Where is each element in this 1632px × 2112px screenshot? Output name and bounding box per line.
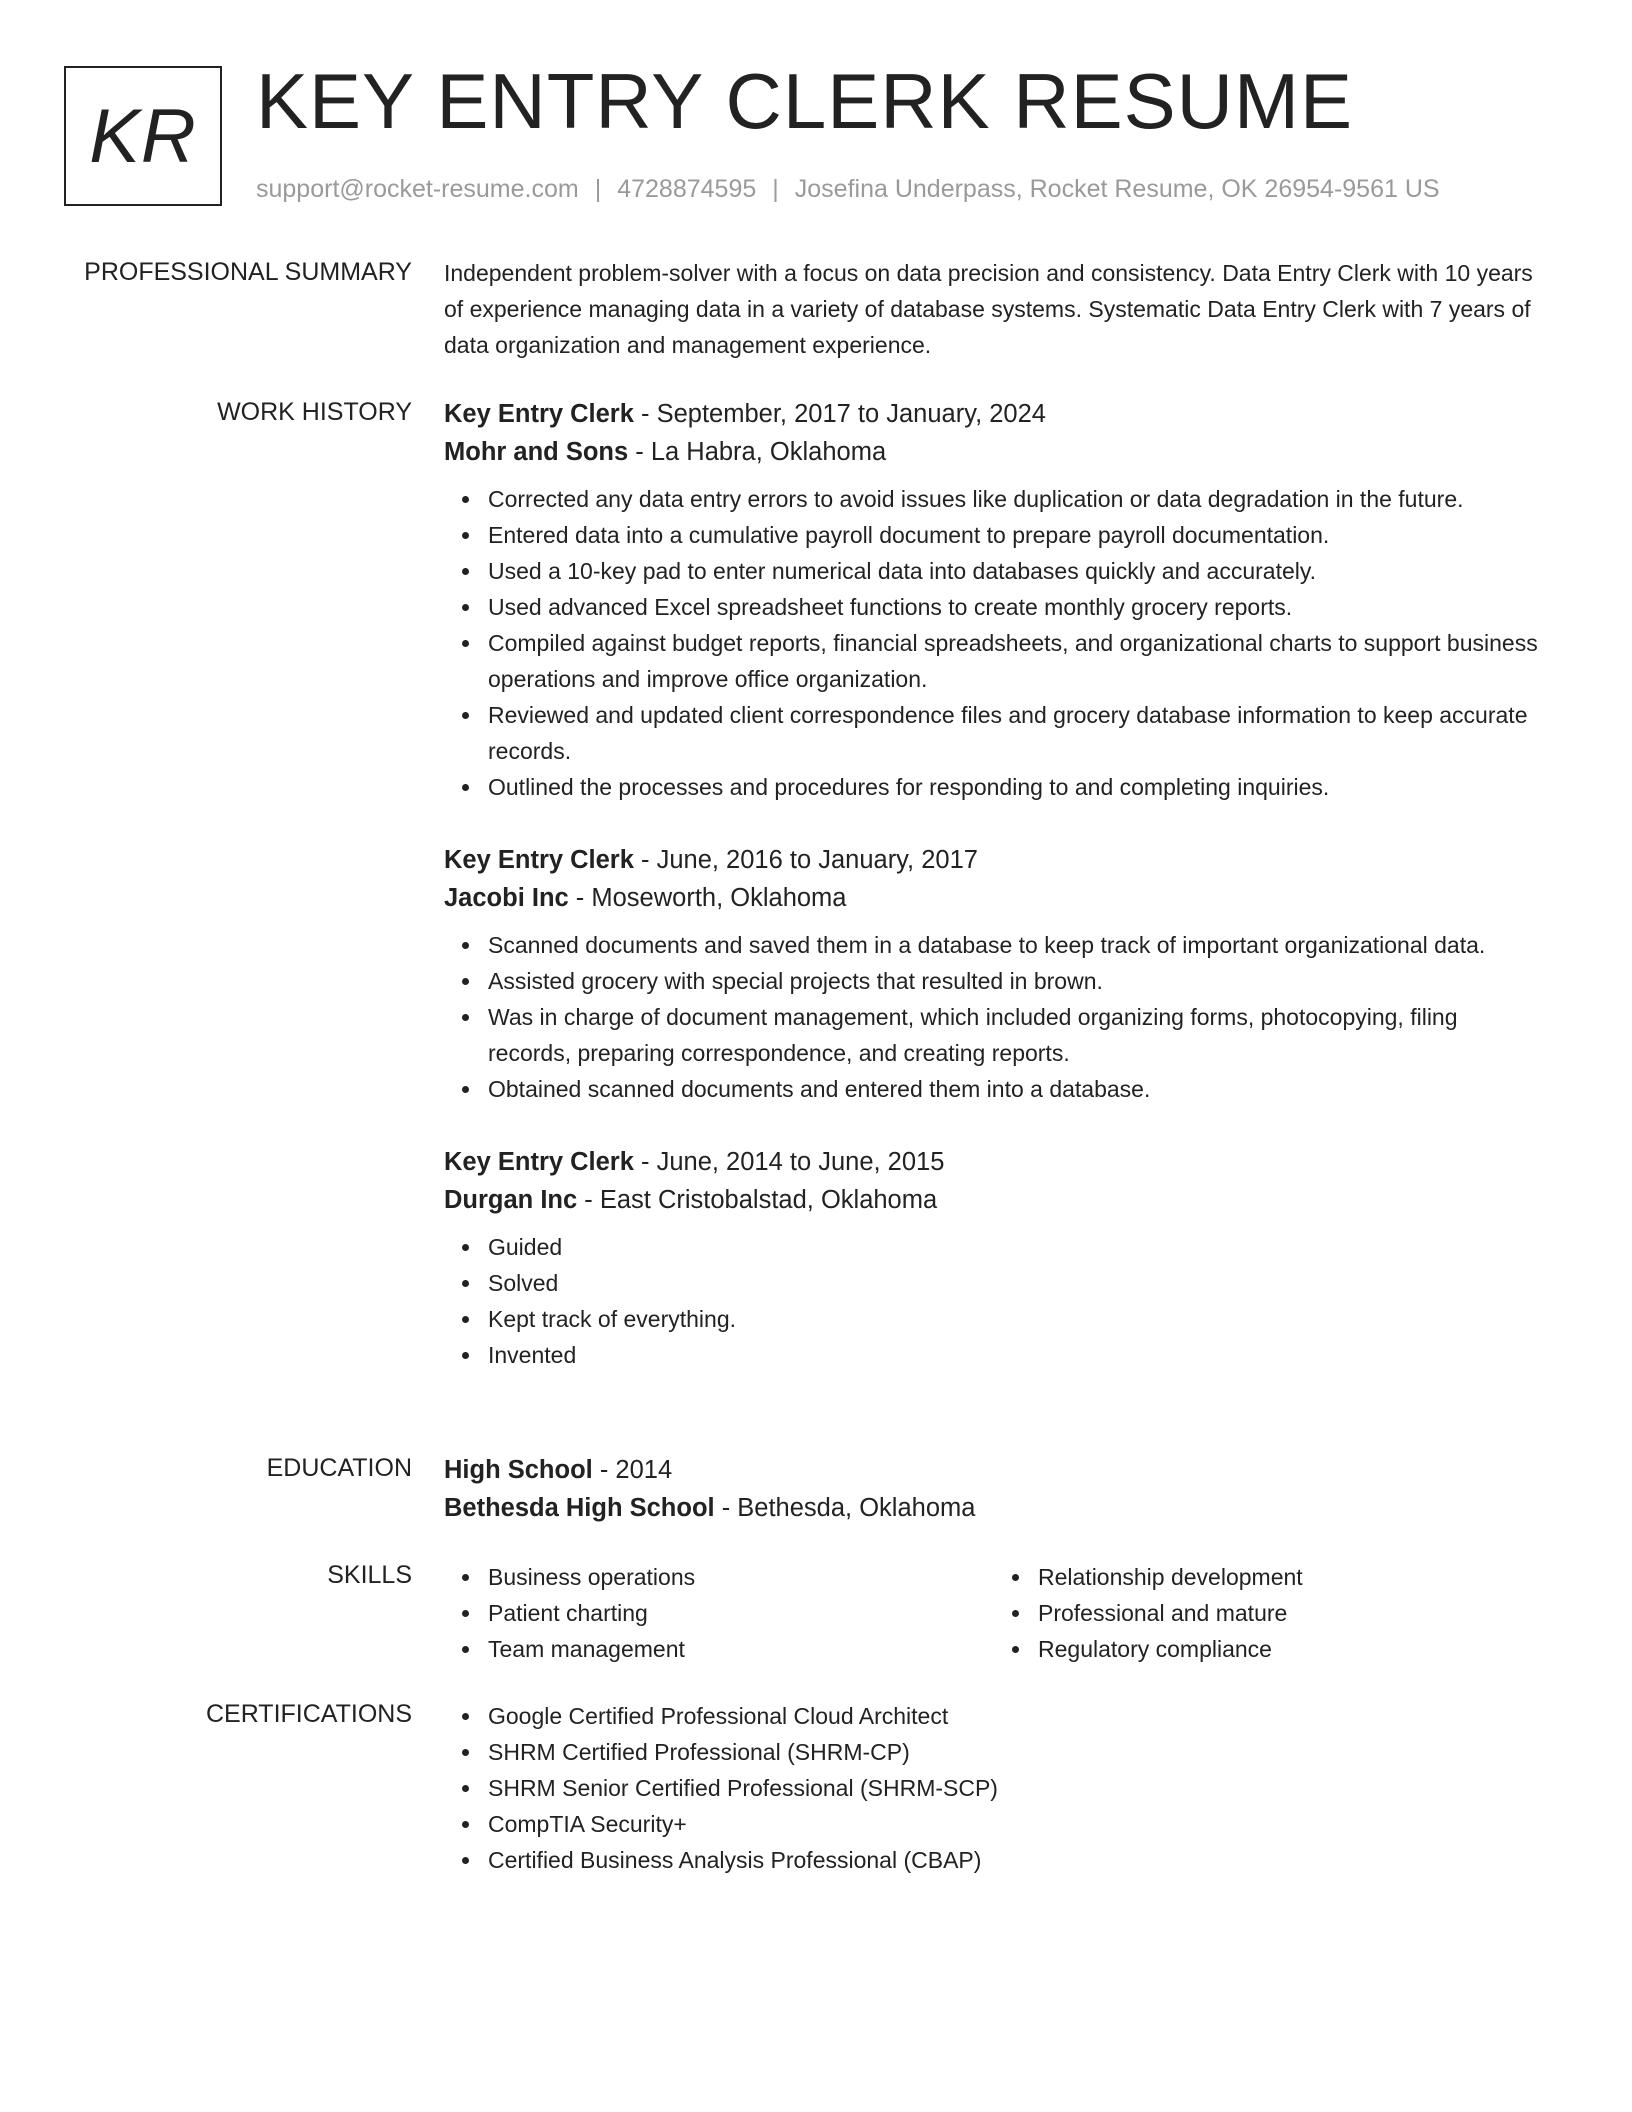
- section-label-certifications: CERTIFICATIONS: [205, 1700, 412, 1728]
- job-dates: - June, 2014 to June, 2015: [633, 1148, 945, 1176]
- section-label-education: EDUCATION: [266, 1454, 412, 1482]
- list-item: Kept track of everything.: [488, 1301, 1544, 1337]
- list-item: Used a 10-key pad to enter numerical data into databases quickly and accurately.: [488, 553, 1544, 589]
- list-item: CompTIA Security+: [488, 1806, 1544, 1842]
- skills-column-left: [444, 1559, 994, 1667]
- list-item: Business operations: [488, 1559, 994, 1595]
- job-entry: [444, 395, 1544, 805]
- section-label-summary: PROFESSIONAL SUMMARY: [84, 258, 412, 286]
- list-item: SHRM Senior Certified Professional (SHRM-SCP): [488, 1770, 1544, 1806]
- contact-address: Josefina Underpass, Rocket Resume, OK 26954-9561 US: [794, 175, 1440, 203]
- job-company-line: [444, 433, 1544, 471]
- list-item: Was in charge of document management, which included organizing forms, photocopying, filing records, preparing correspondence, and creating reports.: [488, 999, 1544, 1071]
- job-title: Key Entry Clerk: [444, 400, 634, 428]
- education-school-line: [444, 1489, 1544, 1527]
- job-location: - La Habra, Oklahoma: [628, 438, 887, 466]
- job-company: Durgan Inc: [444, 1186, 578, 1214]
- job-company-line: [444, 1181, 1544, 1219]
- list-item: Obtained scanned documents and entered them into a database.: [488, 1071, 1544, 1107]
- job-company: Mohr and Sons: [444, 438, 629, 466]
- initials-monogram: KR: [64, 66, 222, 206]
- list-item: Used advanced Excel spreadsheet functions to create monthly grocery reports.: [488, 589, 1544, 625]
- list-item: Corrected any data entry errors to avoid issues like duplication or data degradation in the future.: [488, 481, 1544, 517]
- list-item: Outlined the processes and procedures for responding to and completing inquiries.: [488, 769, 1544, 805]
- job-title-line: [444, 1143, 1544, 1181]
- list-item: SHRM Certified Professional (SHRM-CP): [488, 1734, 1544, 1770]
- list-item: Patient charting: [488, 1595, 994, 1631]
- list-item: Team management: [488, 1631, 994, 1667]
- job-entry: [444, 841, 1544, 1107]
- job-title-line: [444, 841, 1544, 879]
- job-dates: - June, 2016 to January, 2017: [633, 846, 978, 874]
- education-year: - 2014: [592, 1456, 673, 1484]
- list-item: Regulatory compliance: [1038, 1631, 1544, 1667]
- list-item: Professional and mature: [1038, 1595, 1544, 1631]
- job-bullets: [444, 481, 1544, 805]
- list-item: Entered data into a cumulative payroll document to prepare payroll documentation.: [488, 517, 1544, 553]
- contact-email[interactable]: support@rocket-resume.com: [256, 175, 579, 203]
- job-entry: [444, 1143, 1544, 1373]
- certifications-list: [444, 1698, 1544, 1878]
- job-title-line: [444, 395, 1544, 433]
- contact-separator: |: [594, 175, 602, 203]
- job-company: Jacobi Inc: [444, 884, 569, 912]
- list-item: Relationship development: [1038, 1559, 1544, 1595]
- job-company-line: [444, 879, 1544, 917]
- list-item: Scanned documents and saved them in a database to keep track of important organizational data.: [488, 927, 1544, 963]
- job-location: - East Cristobalstad, Oklahoma: [577, 1186, 938, 1214]
- list-item: Google Certified Professional Cloud Architect: [488, 1698, 1544, 1734]
- list-item: Certified Business Analysis Professional (CBAP): [488, 1842, 1544, 1878]
- list-item: Assisted grocery with special projects that resulted in brown.: [488, 963, 1544, 999]
- job-bullets: [444, 927, 1544, 1107]
- contact-phone[interactable]: 4728874595: [617, 175, 757, 203]
- section-label-work-history: WORK HISTORY: [217, 398, 412, 426]
- resume-title: KEY ENTRY CLERK RESUME: [256, 57, 1354, 145]
- list-item: Solved: [488, 1265, 1544, 1301]
- list-item: Compiled against budget reports, financial spreadsheets, and organizational charts to support business operations and improve office organization.: [488, 625, 1544, 697]
- contact-line: [256, 174, 1440, 204]
- skills-column-right: [994, 1559, 1544, 1667]
- job-title: Key Entry Clerk: [444, 846, 634, 874]
- list-item: Reviewed and updated client correspondence files and grocery database information to keep accurate records.: [488, 697, 1544, 769]
- job-dates: - September, 2017 to January, 2024: [633, 400, 1046, 428]
- contact-separator: |: [772, 175, 779, 203]
- section-label-skills: SKILLS: [327, 1561, 412, 1589]
- summary-text: Independent problem-solver with a focus on data precision and consistency. Data Entry Clerk with 10 years of experience managing data in a variety of database systems. Systematic Data Entry Clerk with 7 years of data organization and management experience.: [444, 260, 1533, 358]
- education-degree-line: [444, 1451, 1544, 1489]
- job-location: - Moseworth, Oklahoma: [568, 884, 847, 912]
- list-item: Invented: [488, 1337, 1544, 1373]
- job-title: Key Entry Clerk: [444, 1148, 634, 1176]
- job-bullets: [444, 1229, 1544, 1373]
- skills-grid: [444, 1559, 1544, 1667]
- education-location: - Bethesda, Oklahoma: [714, 1494, 976, 1522]
- education-degree: High School: [444, 1456, 593, 1484]
- education-school: Bethesda High School: [444, 1494, 715, 1522]
- list-item: Guided: [488, 1229, 1544, 1265]
